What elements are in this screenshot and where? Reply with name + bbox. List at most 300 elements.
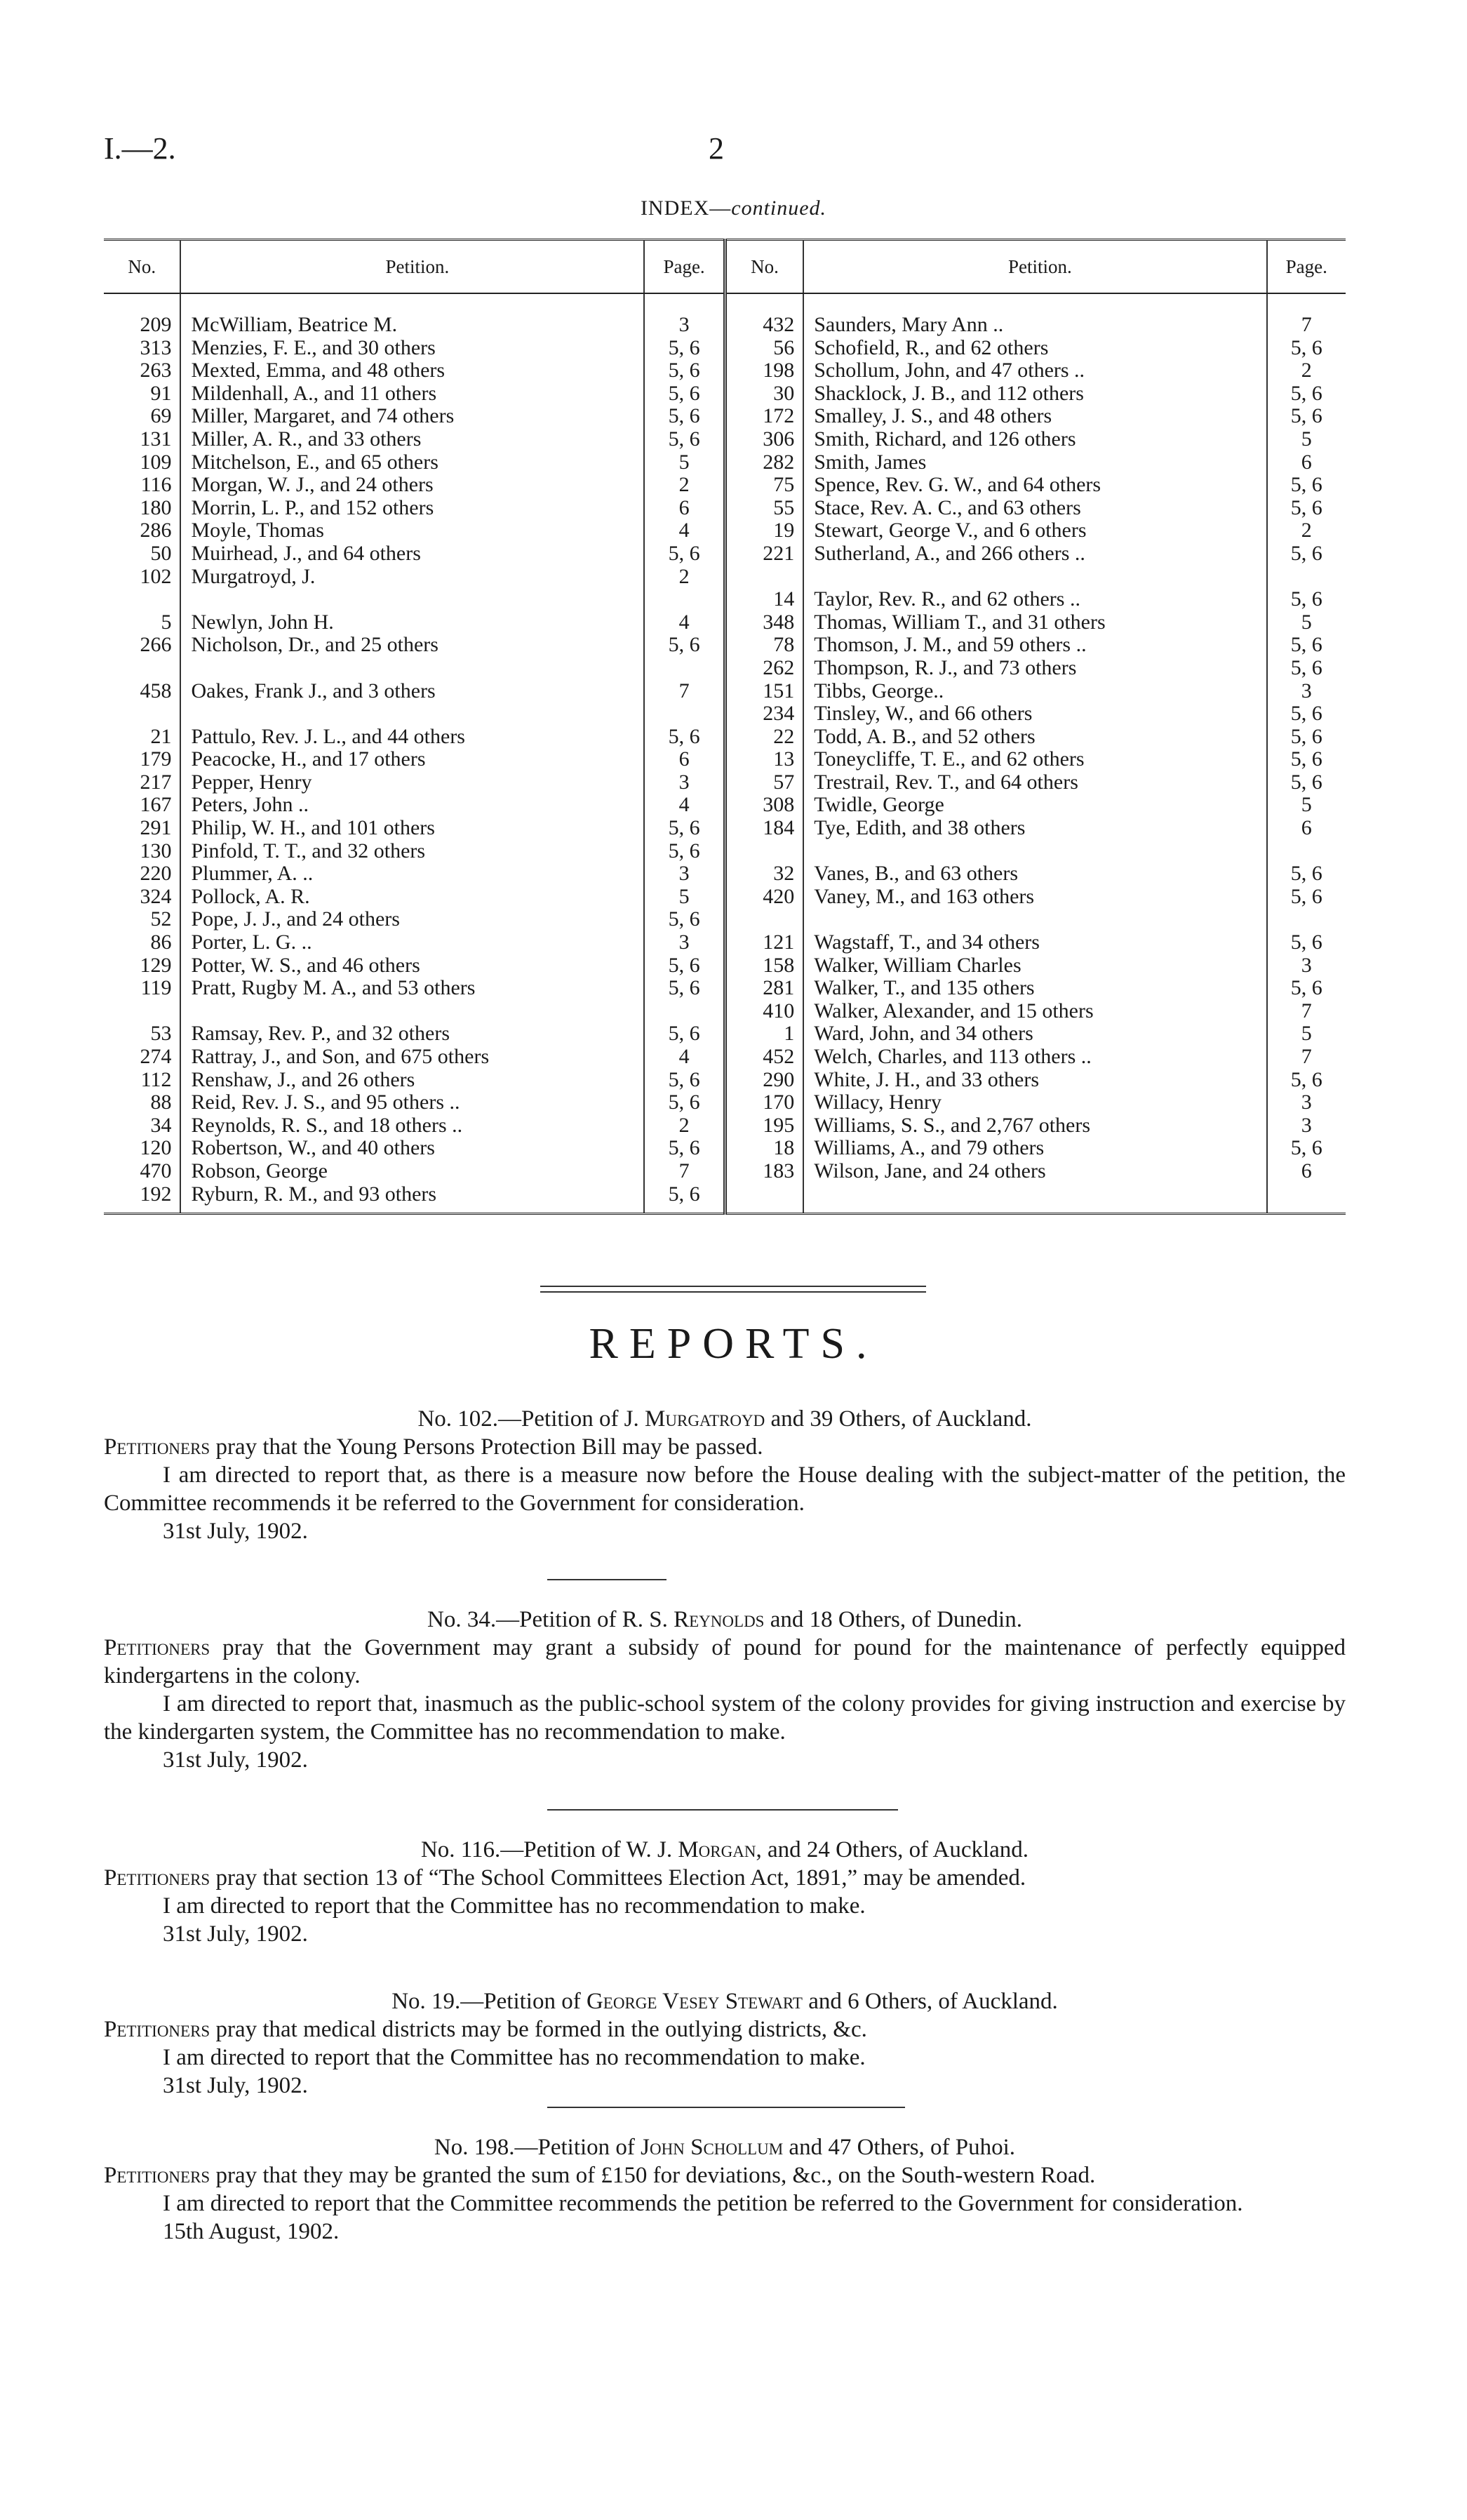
index-entry-page: 7 (1301, 1046, 1312, 1068)
prayer-text: pray that the Government may grant a subsidy of pound for pound for the maintenance of perfectly equipped kindergartens in the colony. (104, 1635, 1346, 1688)
index-entry-no: 420 (763, 885, 795, 908)
index-entry-name: Smith, James (814, 451, 927, 474)
index-entry-no: 109 (140, 451, 172, 474)
index-entry-name: Twidle, George (814, 794, 944, 817)
index-entry-no: 263 (140, 359, 172, 382)
index-entry-page: 5, 6 (668, 634, 700, 657)
index-entry-no: 32 (773, 862, 795, 886)
index-entry-name: Potter, W. S., and 46 others (191, 954, 420, 977)
index-entry-no: 116 (140, 474, 172, 497)
index-entry-name: Willacy, Henry (814, 1091, 942, 1114)
index-entry-page: 7 (1301, 999, 1312, 1022)
prayer-text: pray that they may be granted the sum of £150 for deviations, &c., on the South-western Road. (210, 2163, 1096, 2188)
index-entry-page: 5, 6 (1290, 702, 1322, 726)
index-entry-no: 290 (763, 1068, 795, 1091)
index-entry-page: 5, 6 (668, 1137, 700, 1160)
index-entry-page: 3 (1301, 1091, 1312, 1114)
report-body: I am directed to report that the Committee has no recommendation to make. (163, 2045, 866, 2070)
index-entry-name: Schofield, R., and 62 others (814, 336, 1049, 359)
index-entry-no: 120 (140, 1137, 172, 1160)
index-entry-name: Oakes, Frank J., and 3 others (191, 679, 436, 702)
report-title-pre: No. 102.—Petition of J. (417, 1406, 645, 1432)
index-entry-name: McWilliam, Beatrice M. (191, 314, 398, 336)
index-entry-name: Plummer, A. .. (191, 862, 314, 886)
index-spacer (104, 588, 171, 611)
index-entry-page: 5, 6 (1290, 542, 1322, 565)
index-entry-no: 158 (763, 954, 795, 977)
index-entry-page: 4 (678, 611, 690, 634)
index-entry-name: Mexted, Emma, and 48 others (191, 359, 446, 382)
index-entry-no: 52 (150, 908, 172, 931)
index-entry-no: 183 (763, 1159, 795, 1182)
index-entry-no: 274 (140, 1046, 172, 1068)
index-entry-name: Renshaw, J., and 26 others (191, 1068, 415, 1091)
index-entry-no: 5 (161, 611, 172, 634)
index-entry-name: Vaney, M., and 163 others (814, 885, 1035, 908)
report-prayer (104, 1433, 1346, 1461)
index-spacer (727, 908, 794, 931)
index-entry-name: Taylor, Rev. R., and 62 others .. (814, 588, 1080, 611)
petitioners-label: Petitioners (104, 1434, 210, 1460)
col-header-no-2: No. (725, 240, 803, 294)
index-entry-name: Porter, L. G. .. (191, 931, 312, 954)
index-entry-name: Walker, T., and 135 others (814, 977, 1035, 1000)
index-title-continued: continued. (731, 196, 827, 220)
index-entry-page: 6 (1301, 817, 1312, 840)
index-entry-no: 21 (150, 725, 172, 748)
index-entry-name: Tinsley, W., and 66 others (814, 702, 1033, 726)
index-entry-no: 30 (773, 382, 795, 405)
petitioners-label: Petitioners (104, 2017, 210, 2042)
col-header-petition-2: Petition. (803, 240, 1266, 294)
index-entry-page: 5 (678, 885, 690, 908)
report-body: I am directed to report that, as there is a measure now before the House dealing with the subject-matter of the petition, the Committee recommends it be referred to the Government for consideration. (104, 1462, 1346, 1516)
index-entry-page: 5, 6 (668, 359, 700, 382)
report-title-post: and 39 Others, of Auckland. (765, 1406, 1032, 1432)
index-entry-no: 266 (140, 634, 172, 657)
index-entry-no: 198 (763, 359, 795, 382)
index-entry-no: 452 (763, 1046, 795, 1068)
report-title (104, 1405, 1346, 1433)
index-entry-name: Williams, A., and 79 others (814, 1137, 1045, 1160)
index-entry-name: Morgan, W. J., and 24 others (191, 474, 434, 497)
index-entry-name: Pratt, Rugby M. A., and 53 others (191, 977, 476, 1000)
index-entry-page: 2 (678, 1114, 690, 1137)
index-entry-no: 1 (784, 1022, 795, 1046)
col-header-page-2: Page. (1267, 240, 1346, 294)
report-34 (104, 1606, 1346, 1774)
index-entry-name: Schollum, John, and 47 others .. (814, 359, 1085, 382)
index-entry-name: Thomson, J. M., and 59 others .. (814, 634, 1087, 657)
index-entry-name: Robson, George (191, 1159, 328, 1182)
index-entry-no: 130 (140, 839, 172, 862)
index-entry-name: Miller, A. R., and 33 others (191, 427, 422, 451)
index-entry-page: 5, 6 (668, 1068, 700, 1091)
index-entry-name: Wagstaff, T., and 34 others (814, 931, 1040, 954)
index-entry-name: Wilson, Jane, and 24 others (814, 1159, 1046, 1182)
left-page-column (644, 293, 725, 1214)
index-entry-page: 7 (678, 1159, 690, 1182)
petitioners-label: Petitioners (104, 2163, 210, 2188)
index-entry-no: 313 (140, 336, 172, 359)
index-entry-no: 306 (763, 427, 795, 451)
index-entry-page: 5, 6 (1290, 405, 1322, 428)
index-entry-name: Pope, J. J., and 24 others (191, 908, 400, 931)
index-entry-no: 78 (773, 634, 795, 657)
index-entry-name: Saunders, Mary Ann .. (814, 314, 1004, 336)
index-entry-name: Pinfold, T. T., and 32 others (191, 839, 426, 862)
index-entry-no: 209 (140, 314, 172, 336)
report-198 (104, 2133, 1346, 2246)
index-entry-page: 3 (678, 862, 690, 886)
index-entry-page: 5, 6 (668, 1182, 700, 1206)
index-entry-no: 282 (763, 451, 795, 474)
prayer-text: pray that section 13 of “The School Committees Election Act, 1891,” may be amended. (210, 1865, 1026, 1891)
report-title-name: John Schollum (641, 2135, 784, 2160)
col-header-no: No. (104, 240, 180, 294)
reports-heading: REPORTS. (589, 1320, 878, 1368)
index-entry-no: 324 (140, 885, 172, 908)
index-spacer (814, 840, 1266, 863)
col-header-petition: Petition. (180, 240, 644, 294)
report-102 (104, 1405, 1346, 1545)
index-entry-name: White, J. H., and 33 others (814, 1068, 1040, 1091)
right-no-column (725, 293, 803, 1214)
report-title-pre: No. 19.—Petition of (391, 1989, 587, 2014)
index-entry-no: 55 (773, 496, 795, 519)
index-entry-page: 5, 6 (1290, 748, 1322, 771)
index-entry-no: 458 (140, 679, 172, 702)
index-entry-page: 4 (678, 1046, 690, 1068)
index-spacer (104, 702, 171, 726)
index-entry-name: Williams, S. S., and 2,767 others (814, 1114, 1091, 1137)
index-entry-name: Rattray, J., and Son, and 675 others (191, 1046, 490, 1068)
index-entry-name: Pepper, Henry (191, 771, 312, 794)
report-body: I am directed to report that, inasmuch as the public-school system of the colony provides for giving instruction and exercise by the kindergarten system, the Committee has no recommendation to make. (104, 1691, 1346, 1745)
index-entry-name: Moyle, Thomas (191, 519, 324, 542)
report-body: I am directed to report that the Committee has no recommendation to make. (163, 1893, 866, 1919)
index-entry-page: 6 (678, 496, 690, 519)
index-entry-name: Peacocke, H., and 17 others (191, 748, 426, 771)
index-entry-page: 5 (1301, 611, 1312, 634)
index-title-main: INDEX— (640, 196, 732, 220)
report-title-pre: No. 116.—Petition of W. J. (420, 1837, 678, 1862)
index-spacer (191, 702, 643, 726)
left-petition-column (180, 293, 644, 1214)
col-header-page: Page. (644, 240, 725, 294)
index-spacer (645, 588, 723, 611)
report-title-post: , and 24 Others, of Auckland. (756, 1837, 1029, 1862)
section-divider (540, 1286, 926, 1293)
index-entry-name: Stewart, George V., and 6 others (814, 519, 1087, 542)
index-spacer (191, 657, 643, 680)
index-entry-page: 5, 6 (668, 427, 700, 451)
index-spacer (727, 566, 794, 589)
index-entry-name: Peters, John .. (191, 794, 309, 817)
report-prayer (104, 1634, 1346, 1690)
index-entry-no: 131 (140, 427, 172, 451)
index-entry-page: 5, 6 (1290, 336, 1322, 359)
index-entry-name: Muirhead, J., and 64 others (191, 542, 421, 565)
index-entry-page: 3 (678, 314, 690, 336)
index-entry-name: Pollock, A. R. (191, 885, 310, 908)
index-spacer (814, 566, 1266, 589)
index-entry-page: 7 (1301, 314, 1312, 336)
index-spacer (727, 840, 794, 863)
report-date: 31st July, 1902. (163, 1519, 308, 1544)
index-entry-no: 18 (773, 1137, 795, 1160)
index-spacer (814, 908, 1266, 931)
index-entry-no: 50 (150, 542, 172, 565)
index-entry-name: Vanes, B., and 63 others (814, 862, 1019, 886)
index-entry-name: Miller, Margaret, and 74 others (191, 405, 455, 428)
index-entry-no: 291 (140, 817, 172, 840)
index-entry-no: 167 (140, 794, 172, 817)
report-title-name: George Vesey Stewart (586, 1989, 803, 2014)
index-entry-page: 6 (678, 748, 690, 771)
report-title (104, 1987, 1346, 2015)
index-spacer (104, 657, 171, 680)
index-entry-name: Menzies, F. E., and 30 others (191, 336, 436, 359)
index-spacer (1268, 566, 1346, 589)
index-entry-name: Thompson, R. J., and 73 others (814, 656, 1077, 679)
index-entry-no: 151 (763, 679, 795, 702)
index-entry-page: 2 (1301, 519, 1312, 542)
index-entry-no: 119 (140, 977, 172, 1000)
index-entry-no: 220 (140, 862, 172, 886)
prayer-text: pray that medical districts may be formed in the outlying districts, &c. (210, 2017, 867, 2042)
index-entry-page: 5, 6 (1290, 725, 1322, 748)
report-date: 31st July, 1902. (163, 1921, 308, 1947)
index-title (0, 196, 1467, 220)
index-entry-no: 195 (763, 1114, 795, 1137)
index-entry-no: 75 (773, 474, 795, 497)
index-entry-name: Walker, William Charles (814, 954, 1021, 977)
index-entry-page: 5 (1301, 794, 1312, 817)
index-entry-no: 19 (773, 519, 795, 542)
index-entry-page: 5, 6 (668, 382, 700, 405)
index-entry-no: 102 (140, 565, 172, 588)
index-entry-name: Nicholson, Dr., and 25 others (191, 634, 438, 657)
index-spacer (645, 1000, 723, 1023)
index-entry-no: 34 (150, 1114, 172, 1137)
index-entry-page: 5, 6 (1290, 656, 1322, 679)
index-entry-no: 172 (763, 405, 795, 428)
index-entry-no: 262 (763, 656, 795, 679)
index-entry-no: 180 (140, 496, 172, 519)
index-entry-name: Newlyn, John H. (191, 611, 334, 634)
index-spacer (1268, 908, 1346, 931)
index-entry-name: Smith, Richard, and 126 others (814, 427, 1076, 451)
index-entry-no: 13 (773, 748, 795, 771)
report-title-post: and 6 Others, of Auckland. (802, 1989, 1058, 2014)
report-date: 31st July, 1902. (163, 2073, 308, 2098)
index-spacer (1268, 840, 1346, 863)
index-entry-page: 5, 6 (668, 1022, 700, 1046)
index-entry-page: 5, 6 (1290, 771, 1322, 794)
index-entry-page: 5, 6 (668, 977, 700, 1000)
index-entry-page: 5 (1301, 1022, 1312, 1046)
index-entry-no: 348 (763, 611, 795, 634)
index-entry-no: 432 (763, 314, 795, 336)
left-no-column (104, 293, 180, 1214)
index-entry-name: Pattulo, Rev. J. L., and 44 others (191, 725, 465, 748)
index-entry-no: 86 (150, 931, 172, 954)
index-entry-page: 5, 6 (668, 1091, 700, 1114)
index-entry-name: Shacklock, J. B., and 112 others (814, 382, 1084, 405)
index-entry-page: 3 (1301, 679, 1312, 702)
index-entry-name: Ryburn, R. M., and 93 others (191, 1182, 437, 1206)
index-entry-page: 2 (678, 474, 690, 497)
report-title-post: and 47 Others, of Puhoi. (783, 2135, 1016, 2160)
index-entry-no: 88 (150, 1091, 172, 1114)
index-entry-no: 308 (763, 794, 795, 817)
index-entry-name: Smalley, J. S., and 48 others (814, 405, 1052, 428)
index-entry-page: 6 (1301, 1159, 1312, 1182)
index-entry-name: Reid, Rev. J. S., and 95 others .. (191, 1091, 460, 1114)
report-title-pre: No. 34.—Petition of R. S. (427, 1607, 674, 1632)
index-entry-no: 286 (140, 519, 172, 542)
index-entry-page: 2 (1301, 359, 1312, 382)
report-body: I am directed to report that the Committee recommends the petition be referred to the Government for consideration. (163, 2191, 1243, 2216)
report-prayer (104, 2015, 1346, 2044)
right-page-column (1267, 293, 1346, 1214)
index-entry-name: Todd, A. B., and 52 others (814, 725, 1036, 748)
index-entry-name: Reynolds, R. S., and 18 others .. (191, 1114, 463, 1137)
index-entry-page: 6 (1301, 451, 1312, 474)
index-spacer (191, 1000, 643, 1023)
index-entry-page: 3 (1301, 954, 1312, 977)
report-date: 15th August, 1902. (163, 2219, 340, 2244)
index-entry-page: 5 (1301, 427, 1312, 451)
index-entry-no: 281 (763, 977, 795, 1000)
index-entry-name: Trestrail, Rev. T., and 64 others (814, 771, 1078, 794)
index-entry-no: 170 (763, 1091, 795, 1114)
paper-code: I.—2. (104, 131, 176, 166)
index-entry-page: 4 (678, 794, 690, 817)
index-entry-no: 22 (773, 725, 795, 748)
index-entry-page: 5, 6 (668, 542, 700, 565)
report-divider (547, 1579, 666, 1580)
index-entry-page: 5, 6 (668, 336, 700, 359)
report-divider (547, 2107, 905, 2108)
index-entry-name: Tye, Edith, and 38 others (814, 817, 1026, 840)
index-spacer (645, 702, 723, 726)
report-prayer (104, 1864, 1346, 1892)
petition-index-table (104, 239, 1346, 1215)
report-title (104, 2133, 1346, 2161)
index-entry-no: 91 (150, 382, 172, 405)
index-entry-name: Ramsay, Rev. P., and 32 others (191, 1022, 450, 1046)
index-entry-name: Spence, Rev. G. W., and 64 others (814, 474, 1101, 497)
index-spacer (104, 1000, 171, 1023)
index-entry-no: 121 (763, 931, 795, 954)
index-entry-name: Mitchelson, E., and 65 others (191, 451, 438, 474)
index-entry-page: 5, 6 (1290, 1137, 1322, 1160)
index-entry-page: 4 (678, 519, 690, 542)
index-entry-no: 53 (150, 1022, 172, 1046)
report-title-name: Murgatroyd (645, 1406, 765, 1432)
report-19 (104, 1987, 1346, 2100)
report-title-pre: No. 198.—Petition of (434, 2135, 641, 2160)
index-entry-name: Tibbs, George.. (814, 679, 944, 702)
index-entry-name: Walker, Alexander, and 15 others (814, 999, 1094, 1022)
index-header-row (104, 240, 1346, 294)
index-entry-name: Philip, W. H., and 101 others (191, 817, 435, 840)
index-entry-page: 5, 6 (668, 817, 700, 840)
index-entry-no: 69 (150, 405, 172, 428)
index-entry-page: 5, 6 (1290, 1068, 1322, 1091)
index-entry-name: Thomas, William T., and 31 others (814, 611, 1106, 634)
index-entry-page: 3 (1301, 1114, 1312, 1137)
index-entry-page: 5, 6 (668, 839, 700, 862)
index-body-row (104, 293, 1346, 1214)
prayer-text: pray that the Young Persons Protection Bill may be passed. (210, 1434, 763, 1460)
index-entry-page: 5, 6 (668, 405, 700, 428)
report-prayer (104, 2161, 1346, 2189)
index-entry-no: 57 (773, 771, 795, 794)
index-entry-name: Robertson, W., and 40 others (191, 1137, 435, 1160)
report-title (104, 1836, 1346, 1864)
index-entry-page: 5, 6 (1290, 862, 1322, 886)
index-entry-no: 217 (140, 771, 172, 794)
index-entry-no: 470 (140, 1159, 172, 1182)
index-entry-no: 234 (763, 702, 795, 726)
index-entry-page: 5, 6 (1290, 931, 1322, 954)
index-entry-no: 112 (140, 1068, 172, 1091)
index-entry-page: 5 (678, 451, 690, 474)
page-number: 2 (709, 131, 724, 166)
index-entry-no: 184 (763, 817, 795, 840)
index-entry-page: 5, 6 (1290, 885, 1322, 908)
index-entry-name: Morrin, L. P., and 152 others (191, 496, 434, 519)
index-entry-no: 56 (773, 336, 795, 359)
report-title-name: Reynolds (674, 1607, 765, 1632)
index-entry-name: Stace, Rev. A. C., and 63 others (814, 496, 1081, 519)
index-entry-page: 5, 6 (1290, 977, 1322, 1000)
index-entry-page: 5, 6 (1290, 382, 1322, 405)
index-entry-page: 3 (678, 931, 690, 954)
index-entry-page: 5, 6 (1290, 496, 1322, 519)
index-entry-no: 179 (140, 748, 172, 771)
index-entry-name: Toneycliffe, T. E., and 62 others (814, 748, 1085, 771)
index-entry-name: Welch, Charles, and 113 others .. (814, 1046, 1092, 1068)
index-spacer (645, 657, 723, 680)
index-entry-name: Ward, John, and 34 others (814, 1022, 1033, 1046)
index-entry-page: 5, 6 (1290, 474, 1322, 497)
report-title (104, 1606, 1346, 1634)
right-petition-column (803, 293, 1266, 1214)
report-date: 31st July, 1902. (163, 1747, 308, 1773)
report-title-post: and 18 Others, of Dunedin. (764, 1607, 1022, 1632)
index-entry-name: Murgatroyd, J. (191, 565, 316, 588)
index-entry-page: 3 (678, 771, 690, 794)
index-entry-page: 5, 6 (668, 725, 700, 748)
index-entry-page: 5, 6 (668, 908, 700, 931)
index-entry-page: 5, 6 (1290, 634, 1322, 657)
index-entry-no: 410 (763, 999, 795, 1022)
index-entry-name: Sutherland, A., and 266 others .. (814, 542, 1085, 565)
index-entry-page: 5, 6 (1290, 588, 1322, 611)
index-entry-name: Mildenhall, A., and 11 others (191, 382, 437, 405)
report-divider (547, 1809, 898, 1811)
petitioners-label: Petitioners (104, 1865, 210, 1891)
report-116 (104, 1836, 1346, 1948)
report-title-name: Morgan (678, 1837, 756, 1862)
index-entry-no: 14 (773, 588, 795, 611)
index-entry-no: 221 (763, 542, 795, 565)
index-entry-no: 192 (140, 1182, 172, 1206)
